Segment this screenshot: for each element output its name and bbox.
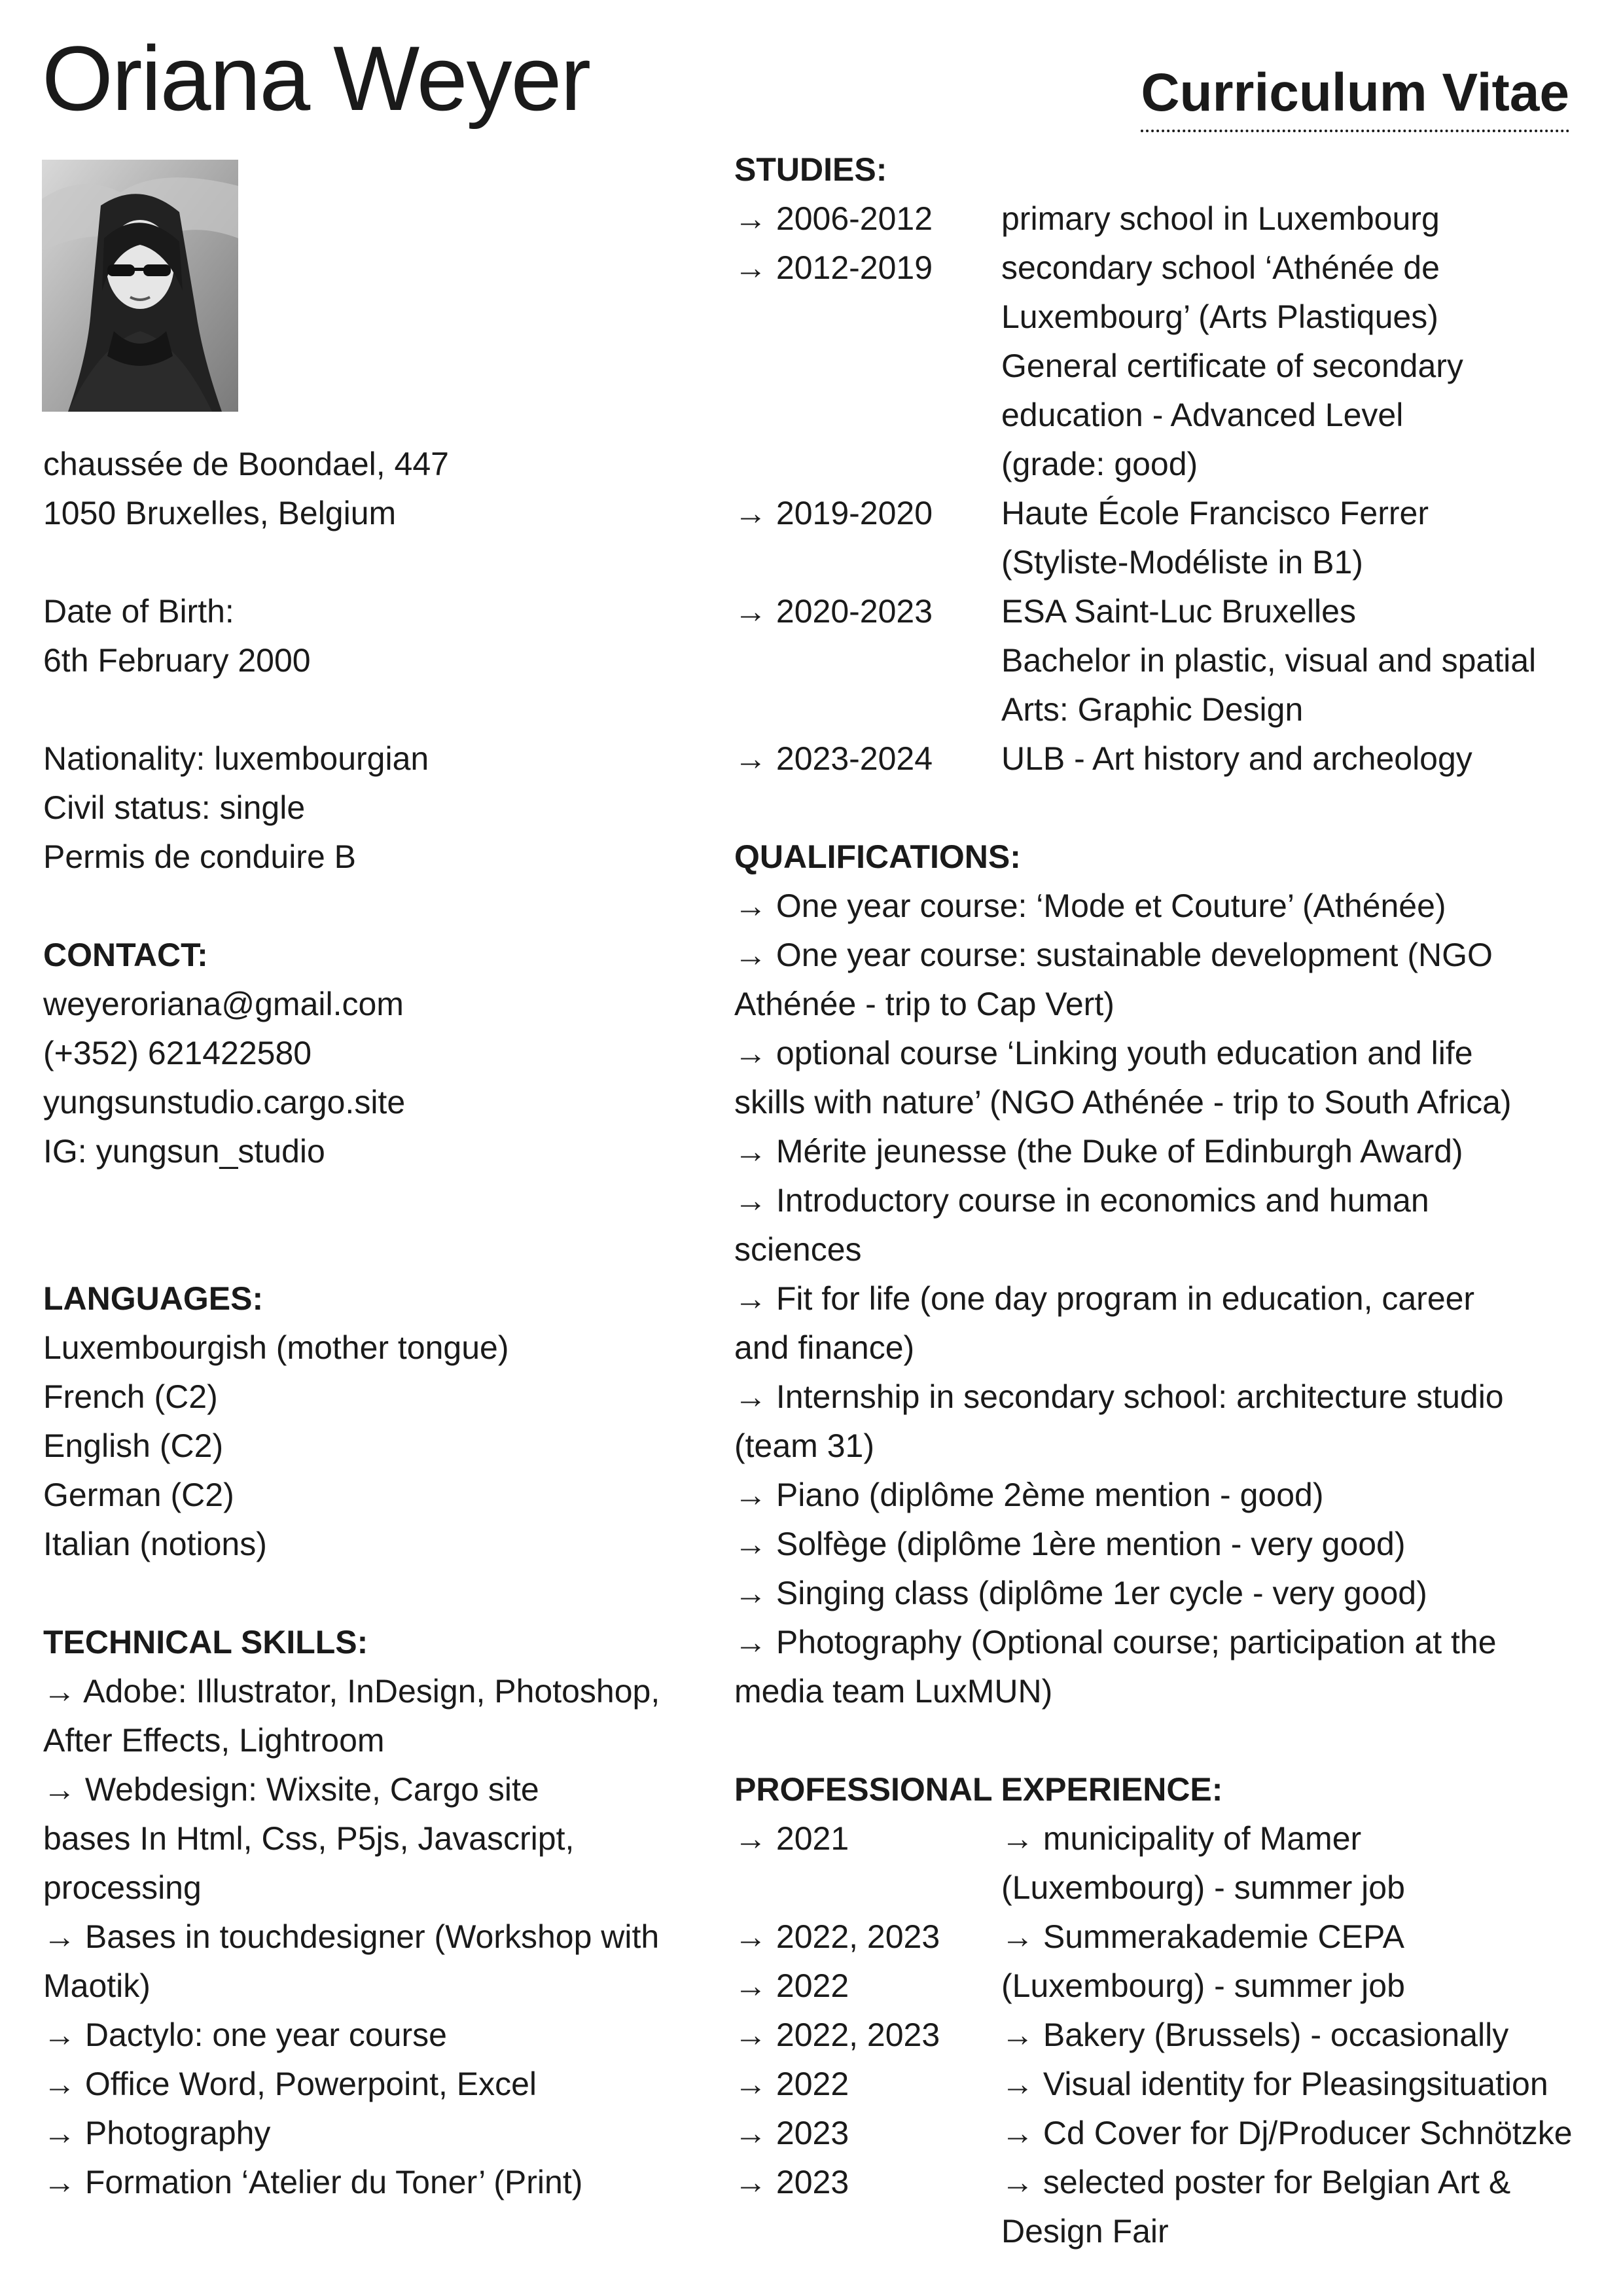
- language-item: Luxembourgish (mother tongue): [43, 1329, 509, 1366]
- contact-heading: CONTACT:: [43, 937, 208, 973]
- qualification-line: and finance): [734, 1329, 915, 1366]
- experience-row: [734, 2011, 1585, 2060]
- contact-phone[interactable]: (+352) 621422580: [43, 1035, 312, 1071]
- qualification-line: sciences: [734, 1231, 862, 1268]
- qualification-line: → Singing class (diplôme 1er cycle - very good): [734, 1575, 1427, 1611]
- experience-row: [734, 2207, 1585, 2256]
- skill-line: → Formation ‘Atelier du Toner’ (Print): [43, 2164, 583, 2200]
- contact-section: [43, 931, 698, 1176]
- personal-block: [43, 734, 698, 882]
- qualification-line: skills with nature’ (NGO Athénée - trip to South Africa): [734, 1084, 1512, 1121]
- study-desc: ULB - Art history and archeology: [1001, 740, 1472, 777]
- experience-row: [734, 2109, 1585, 2158]
- address-line: 1050 Bruxelles, Belgium: [43, 495, 397, 531]
- experience-row: [734, 1912, 1585, 1962]
- contact-website[interactable]: yungsunstudio.cargo.site: [43, 1084, 406, 1121]
- qualification-line: → One year course: sustainable development (NGO: [734, 937, 1493, 973]
- qualification-line: media team LuxMUN): [734, 1673, 1053, 1710]
- birth-value: 6th February 2000: [43, 642, 311, 679]
- document-title: Curriculum Vitae: [1141, 60, 1569, 132]
- language-item: French (C2): [43, 1378, 218, 1415]
- experience-year: → 2022: [734, 2066, 849, 2102]
- experience-desc: → selected poster for Belgian Art &: [1001, 2164, 1511, 2200]
- address-line: chaussée de Boondael, 447: [43, 446, 449, 482]
- study-row: [734, 342, 1585, 391]
- experience-desc: (Luxembourg) - summer job: [1001, 1869, 1405, 1906]
- skill-line: → Dactylo: one year course: [43, 2017, 447, 2053]
- contact-email[interactable]: weyeroriana@gmail.com: [43, 986, 404, 1022]
- languages-heading: LANGUAGES:: [43, 1280, 264, 1317]
- qualification-line: → Solfège (diplôme 1ère mention - very good): [734, 1526, 1406, 1562]
- person-name: Oriana Weyer: [42, 27, 590, 130]
- study-row: [734, 538, 1585, 587]
- study-desc: ESA Saint-Luc Bruxelles: [1001, 593, 1356, 630]
- study-row: [734, 636, 1585, 685]
- experience-row: [734, 2060, 1585, 2109]
- experience-section: [734, 1765, 1585, 2256]
- study-desc: secondary school ‘Athénée de: [1001, 249, 1440, 286]
- qualification-line: Athénée - trip to Cap Vert): [734, 986, 1115, 1022]
- experience-year: → 2022: [734, 1967, 849, 2004]
- study-year: → 2006-2012: [734, 200, 933, 237]
- nationality: Nationality: luxembourgian: [43, 740, 429, 777]
- study-desc: Arts: Graphic Design: [1001, 691, 1304, 728]
- study-desc: education - Advanced Level: [1001, 397, 1404, 433]
- experience-year: → 2022, 2023: [734, 2017, 940, 2053]
- experience-year: → 2021: [734, 1820, 849, 1857]
- study-desc: Bachelor in plastic, visual and spatial: [1001, 642, 1537, 679]
- experience-row: [734, 1863, 1585, 1912]
- qualifications-heading: QUALIFICATIONS:: [734, 838, 1021, 875]
- skill-line: Maotik): [43, 1967, 151, 2004]
- skill-line: bases In Html, Css, P5js, Javascript,: [43, 1820, 575, 1857]
- study-year: → 2023-2024: [734, 740, 933, 777]
- experience-year: → 2022, 2023: [734, 1918, 940, 1955]
- experience-desc: → municipality of Mamer: [1001, 1820, 1362, 1857]
- study-row: [734, 194, 1585, 243]
- experience-year: → 2023: [734, 2115, 849, 2151]
- study-desc: (Styliste-Modéliste in B1): [1001, 544, 1363, 581]
- study-row: [734, 391, 1585, 440]
- technical-skills-section: [43, 1618, 698, 2207]
- technical-skills-heading: TECHNICAL SKILLS:: [43, 1624, 368, 1660]
- qualification-line: → One year course: ‘Mode et Couture’ (Athénée): [734, 888, 1446, 924]
- experience-desc: → Summerakademie CEPA: [1001, 1918, 1404, 1955]
- driving-license: Permis de conduire B: [43, 838, 357, 875]
- study-year: → 2012-2019: [734, 249, 933, 286]
- experience-heading: PROFESSIONAL EXPERIENCE:: [734, 1771, 1223, 1808]
- experience-desc: → Bakery (Brussels) - occasionally: [1001, 2017, 1509, 2053]
- profile-photo: [42, 160, 238, 412]
- experience-desc: Design Fair: [1001, 2213, 1169, 2250]
- qualification-line: → Introductory course in economics and human: [734, 1182, 1429, 1219]
- qualification-line: → Mérite jeunesse (the Duke of Edinburgh Award): [734, 1133, 1463, 1170]
- skill-line: processing: [43, 1869, 202, 1906]
- experience-year: → 2023: [734, 2164, 849, 2200]
- qualification-line: → Photography (Optional course; participation at the: [734, 1624, 1497, 1660]
- experience-row: [734, 1962, 1585, 2011]
- language-item: German (C2): [43, 1477, 234, 1513]
- studies-heading: STUDIES:: [734, 151, 887, 188]
- study-desc: (grade: good): [1001, 446, 1198, 482]
- qualification-line: → Internship in secondary school: architecture studio: [734, 1378, 1504, 1415]
- birth-label: Date of Birth:: [43, 593, 234, 630]
- experience-row: [734, 1814, 1585, 1863]
- skill-line: → Office Word, Powerpoint, Excel: [43, 2066, 537, 2102]
- language-item: Italian (notions): [43, 1526, 267, 1562]
- study-row: [734, 243, 1585, 293]
- study-desc: Luxembourg’ (Arts Plastiques): [1001, 298, 1438, 335]
- language-item: English (C2): [43, 1427, 224, 1464]
- skill-line: → Bases in touchdesigner (Workshop with: [43, 1918, 660, 1955]
- qualification-line: → Piano (diplôme 2ème mention - good): [734, 1477, 1324, 1513]
- address-block: [43, 440, 698, 538]
- study-row: [734, 440, 1585, 489]
- study-row: [734, 489, 1585, 538]
- qualification-line: → optional course ‘Linking youth education and life: [734, 1035, 1473, 1071]
- study-desc: General certificate of secondary: [1001, 348, 1463, 384]
- study-year: → 2020-2023: [734, 593, 933, 630]
- study-desc: primary school in Luxembourg: [1001, 200, 1440, 237]
- study-row: [734, 685, 1585, 734]
- qualifications-section: [734, 833, 1585, 1716]
- experience-desc: → Cd Cover for Dj/Producer Schnötzke: [1001, 2115, 1573, 2151]
- birth-block: [43, 587, 698, 685]
- skill-line: → Webdesign: Wixsite, Cargo site: [43, 1771, 539, 1808]
- study-row: [734, 293, 1585, 342]
- experience-row: [734, 2158, 1585, 2207]
- languages-section: [43, 1274, 698, 1569]
- qualification-line: → Fit for life (one day program in education, career: [734, 1280, 1475, 1317]
- experience-desc: → Visual identity for Pleasingsituation: [1001, 2066, 1548, 2102]
- skill-line: After Effects, Lightroom: [43, 1722, 385, 1759]
- skill-line: → Adobe: Illustrator, InDesign, Photoshop,: [43, 1673, 660, 1710]
- study-row: [734, 734, 1585, 783]
- study-year: → 2019-2020: [734, 495, 933, 531]
- qualification-line: (team 31): [734, 1427, 874, 1464]
- study-desc: Haute École Francisco Ferrer: [1001, 495, 1429, 531]
- studies-section: [734, 145, 1585, 783]
- study-row: [734, 587, 1585, 636]
- contact-instagram[interactable]: IG: yungsun_studio: [43, 1133, 325, 1170]
- skill-line: → Photography: [43, 2115, 271, 2151]
- civil-status: Civil status: single: [43, 789, 306, 826]
- experience-desc: (Luxembourg) - summer job: [1001, 1967, 1405, 2004]
